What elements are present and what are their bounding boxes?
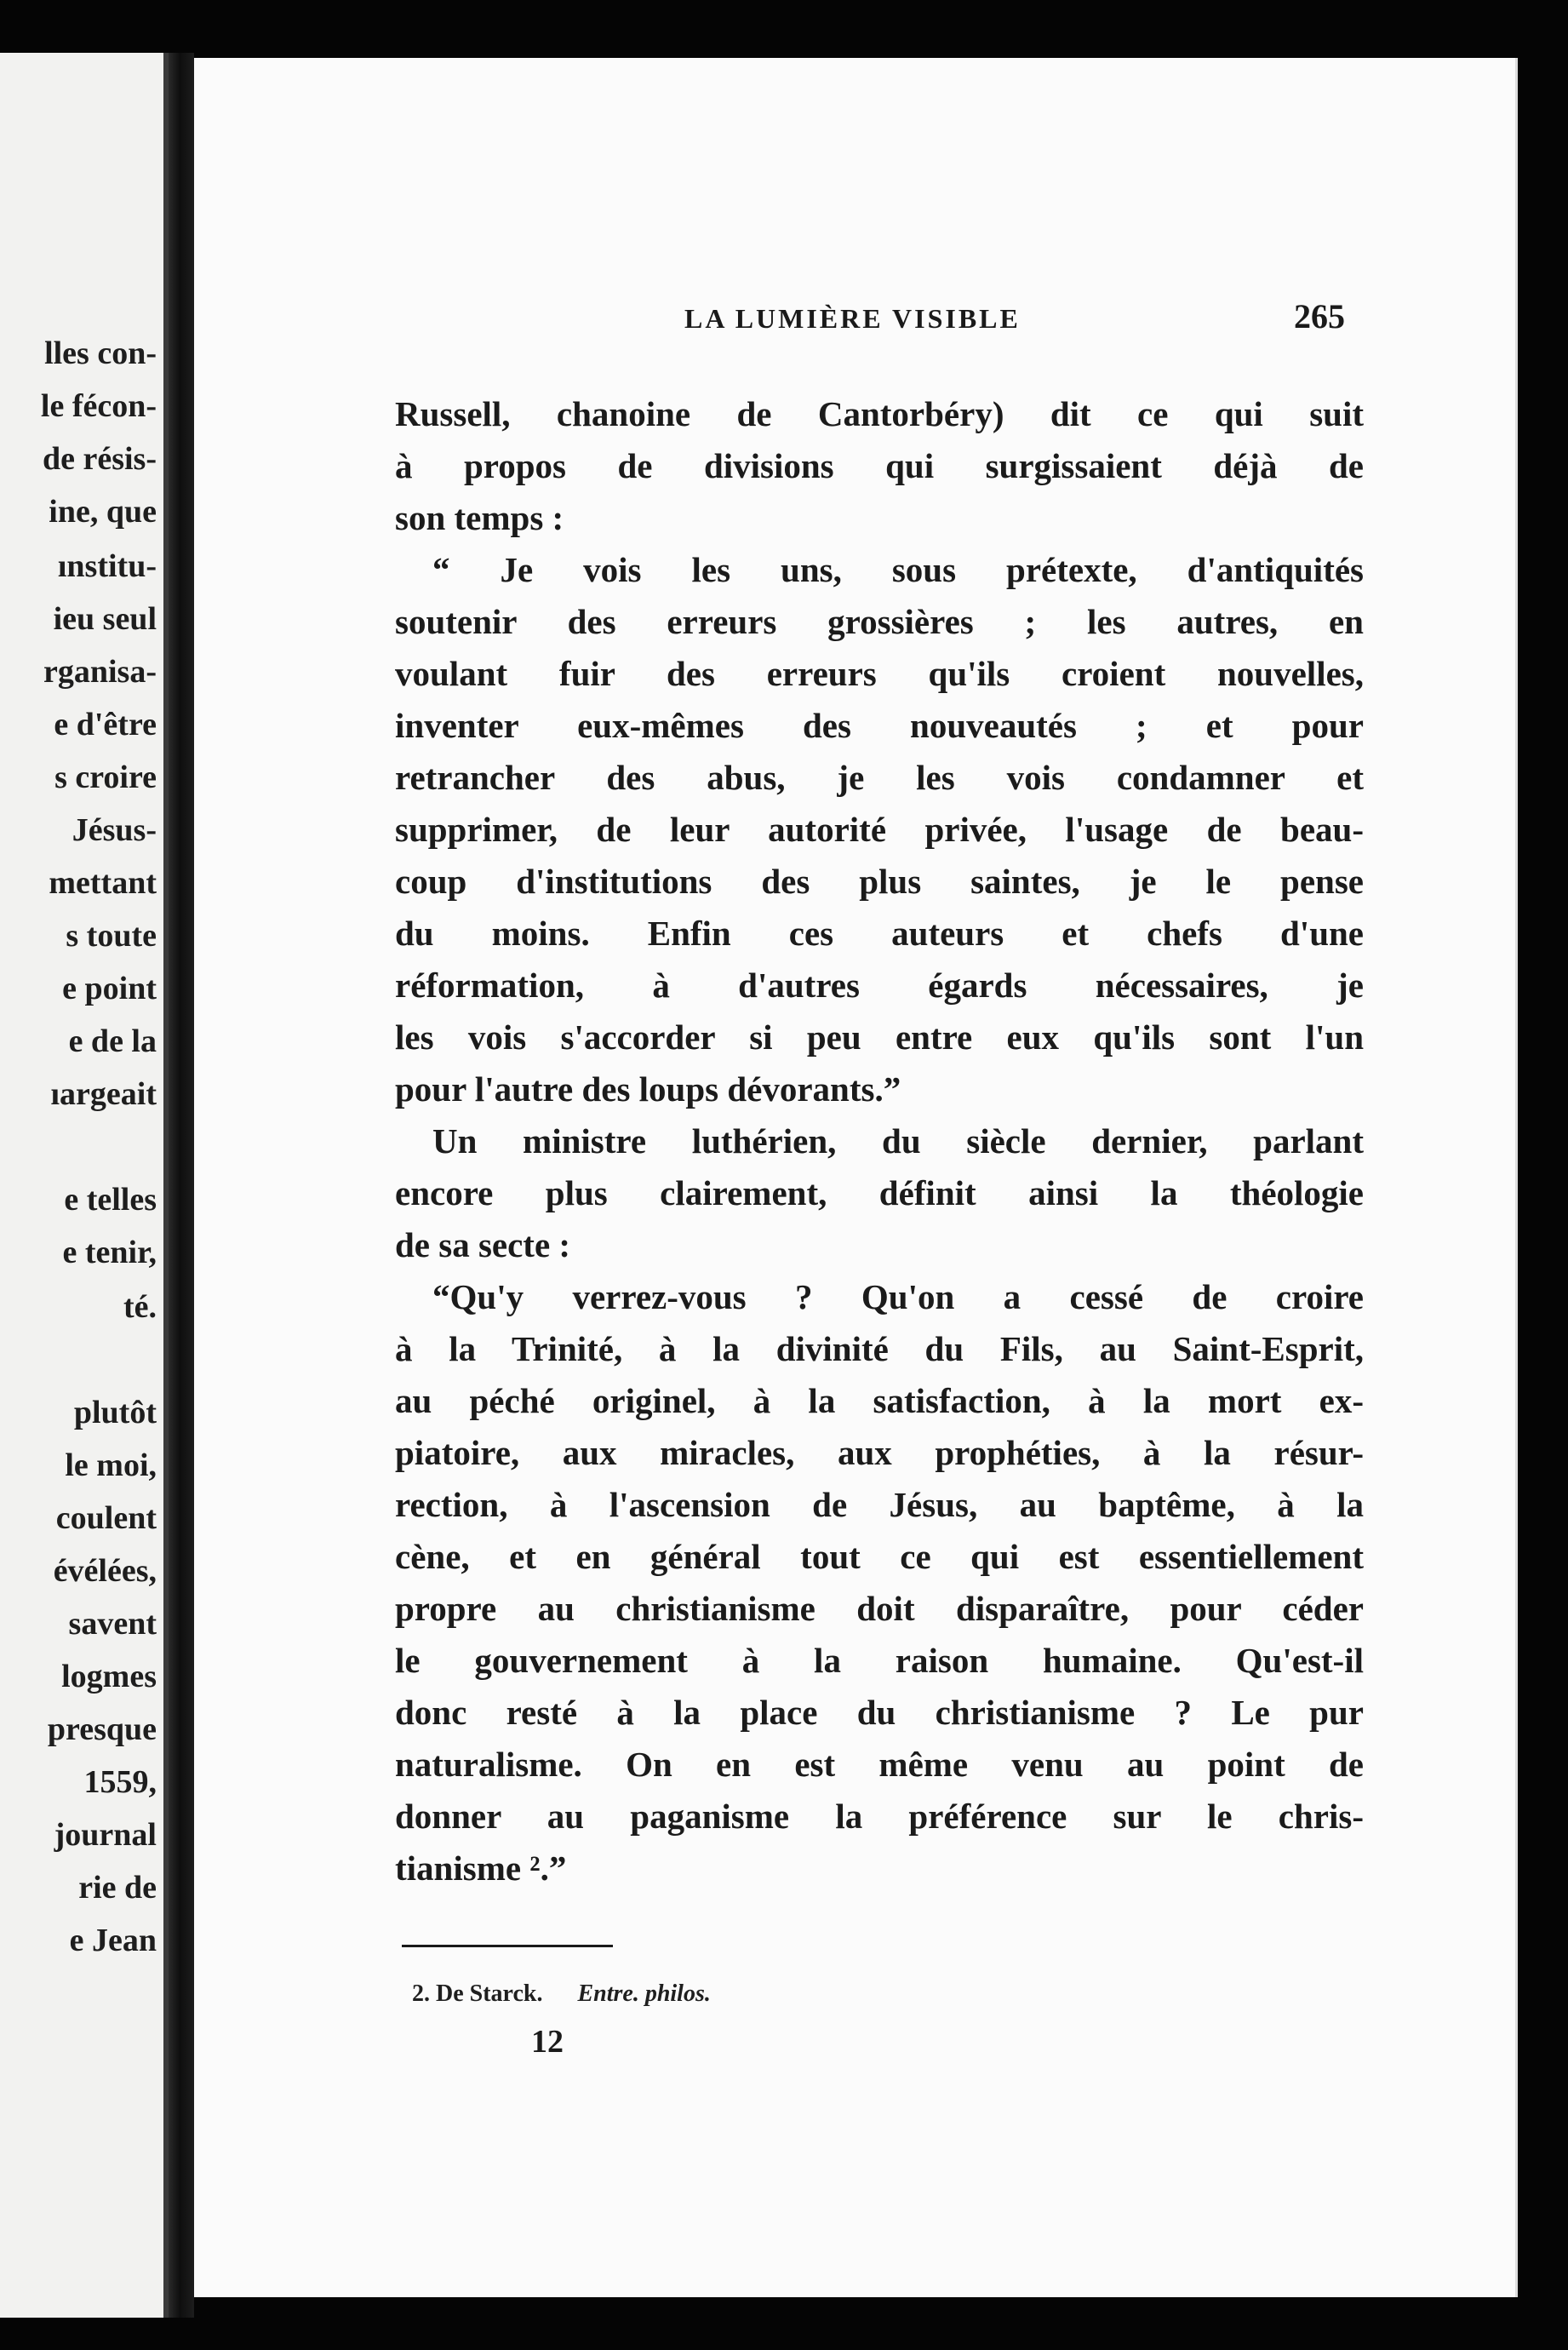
left-page-line: s croire bbox=[54, 759, 157, 795]
text-line: inventer eux-mêmes des nouveautés ; et pour bbox=[395, 706, 1364, 745]
text-line: rection, à l'ascension de Jésus, au baptême, à la bbox=[395, 1485, 1364, 1524]
text-line: donc resté à la place du christianisme ? Le pur bbox=[395, 1693, 1364, 1732]
text-line: encore plus clairement, définit ainsi la théologie bbox=[395, 1173, 1364, 1212]
text-line: à propos de divisions qui surgissaient déjà de bbox=[395, 446, 1364, 485]
text-line: le gouvernement à la raison humaine. Qu'est-il bbox=[395, 1641, 1364, 1680]
text-line: voulant fuir des erreurs qu'ils croient nouvelles, bbox=[395, 654, 1364, 693]
text-line: propre au christianisme doit disparaître, pour céder bbox=[395, 1589, 1364, 1628]
text-line: cène, et en général tout ce qui est essentiellement bbox=[395, 1537, 1364, 1576]
left-page-line: rie de bbox=[78, 1870, 157, 1906]
text-line: donner au paganisme la préférence sur le chris- bbox=[395, 1797, 1364, 1836]
left-page-line: savent bbox=[68, 1606, 157, 1642]
text-line: “Qu'y verrez-vous ? Qu'on a cessé de croire bbox=[432, 1277, 1364, 1316]
text-line: réformation, à d'autres égards nécessaires, je bbox=[395, 966, 1364, 1005]
book-binding-gutter bbox=[169, 53, 194, 2318]
left-page-line: coulent bbox=[55, 1500, 157, 1536]
text-line: Un ministre luthérien, du siècle dernier, parlant bbox=[432, 1121, 1364, 1161]
text-line: soutenir des erreurs grossières ; les autres, en bbox=[395, 602, 1364, 641]
left-page-line: e telles bbox=[64, 1182, 157, 1218]
right-page bbox=[194, 58, 1518, 2297]
left-page-line: le fécon- bbox=[40, 388, 157, 424]
text-line: coup d'institutions des plus saintes, je le pense bbox=[395, 862, 1364, 901]
text-line: au péché originel, à la satisfaction, à la mort ex- bbox=[395, 1381, 1364, 1420]
footnote-work: Entre. philos. bbox=[577, 1980, 711, 2007]
running-title: LA LUMIÈRE VISIBLE bbox=[684, 303, 1021, 334]
text-line: à la Trinité, à la divinité du Fils, au Saint-Esprit, bbox=[395, 1329, 1364, 1368]
page-number: 265 bbox=[1294, 297, 1345, 335]
text-line: piatoire, aux miracles, aux prophéties, à la résur- bbox=[395, 1433, 1364, 1472]
text-line: du moins. Enfin ces auteurs et chefs d'une bbox=[395, 914, 1364, 953]
left-page-line: le moi, bbox=[65, 1447, 157, 1483]
signature-mark: 12 bbox=[531, 2024, 564, 2060]
text-line: Russell, chanoine de Cantorbéry) dit ce qui suit bbox=[395, 394, 1364, 433]
left-page-line: e Jean bbox=[69, 1923, 157, 1958]
left-page-line: journal bbox=[54, 1817, 157, 1853]
left-page-line: logmes bbox=[61, 1659, 157, 1694]
text-line: son temps : bbox=[395, 498, 564, 537]
left-page-line: té. bbox=[123, 1289, 157, 1325]
left-page-line: e tenir, bbox=[62, 1235, 157, 1270]
left-page-line: ine, que bbox=[49, 494, 157, 530]
left-page-line: presque bbox=[47, 1711, 157, 1747]
left-page-line: s toute bbox=[66, 918, 157, 954]
left-facing-page bbox=[0, 53, 169, 2318]
text-line: pour l'autre des loups dévorants.” bbox=[395, 1069, 901, 1109]
left-page-line: plutôt bbox=[73, 1395, 157, 1430]
footnote-separator-rule bbox=[402, 1945, 613, 1947]
left-page-line: e point bbox=[62, 971, 157, 1006]
text-line: supprimer, de leur autorité privée, l'usage de beau- bbox=[395, 810, 1364, 849]
left-page-line: de résis- bbox=[42, 441, 157, 477]
footnote bbox=[412, 1980, 711, 2008]
left-page-line: ieu seul bbox=[53, 601, 157, 637]
left-page-line: ınstitu- bbox=[57, 548, 157, 584]
left-page-line: lles con- bbox=[44, 335, 157, 371]
text-line: de sa secte : bbox=[395, 1225, 571, 1264]
left-page-line: e d'être bbox=[54, 707, 157, 742]
text-line: les vois s'accorder si peu entre eux qu'ils sont l'un bbox=[395, 1017, 1364, 1057]
text-line: “ Je vois les uns, sous prétexte, d'antiquités bbox=[432, 550, 1364, 589]
footnote-author: De Starck. bbox=[436, 1980, 543, 2007]
left-page-line: mettant bbox=[49, 865, 157, 901]
left-page-line: ıargeait bbox=[50, 1076, 157, 1112]
left-page-line: Jésus- bbox=[72, 812, 157, 848]
text-line: tianisme ².” bbox=[395, 1848, 567, 1888]
left-page-line: rganisa- bbox=[43, 654, 157, 690]
left-page-line: e de la bbox=[68, 1023, 157, 1059]
text-line: retrancher des abus, je les vois condamner et bbox=[395, 758, 1364, 797]
left-page-line: évélées, bbox=[53, 1553, 157, 1589]
left-page-line: 1559, bbox=[83, 1764, 157, 1800]
footnote-marker: 2. bbox=[412, 1980, 430, 2007]
text-line: naturalisme. On en est même venu au point de bbox=[395, 1745, 1364, 1784]
